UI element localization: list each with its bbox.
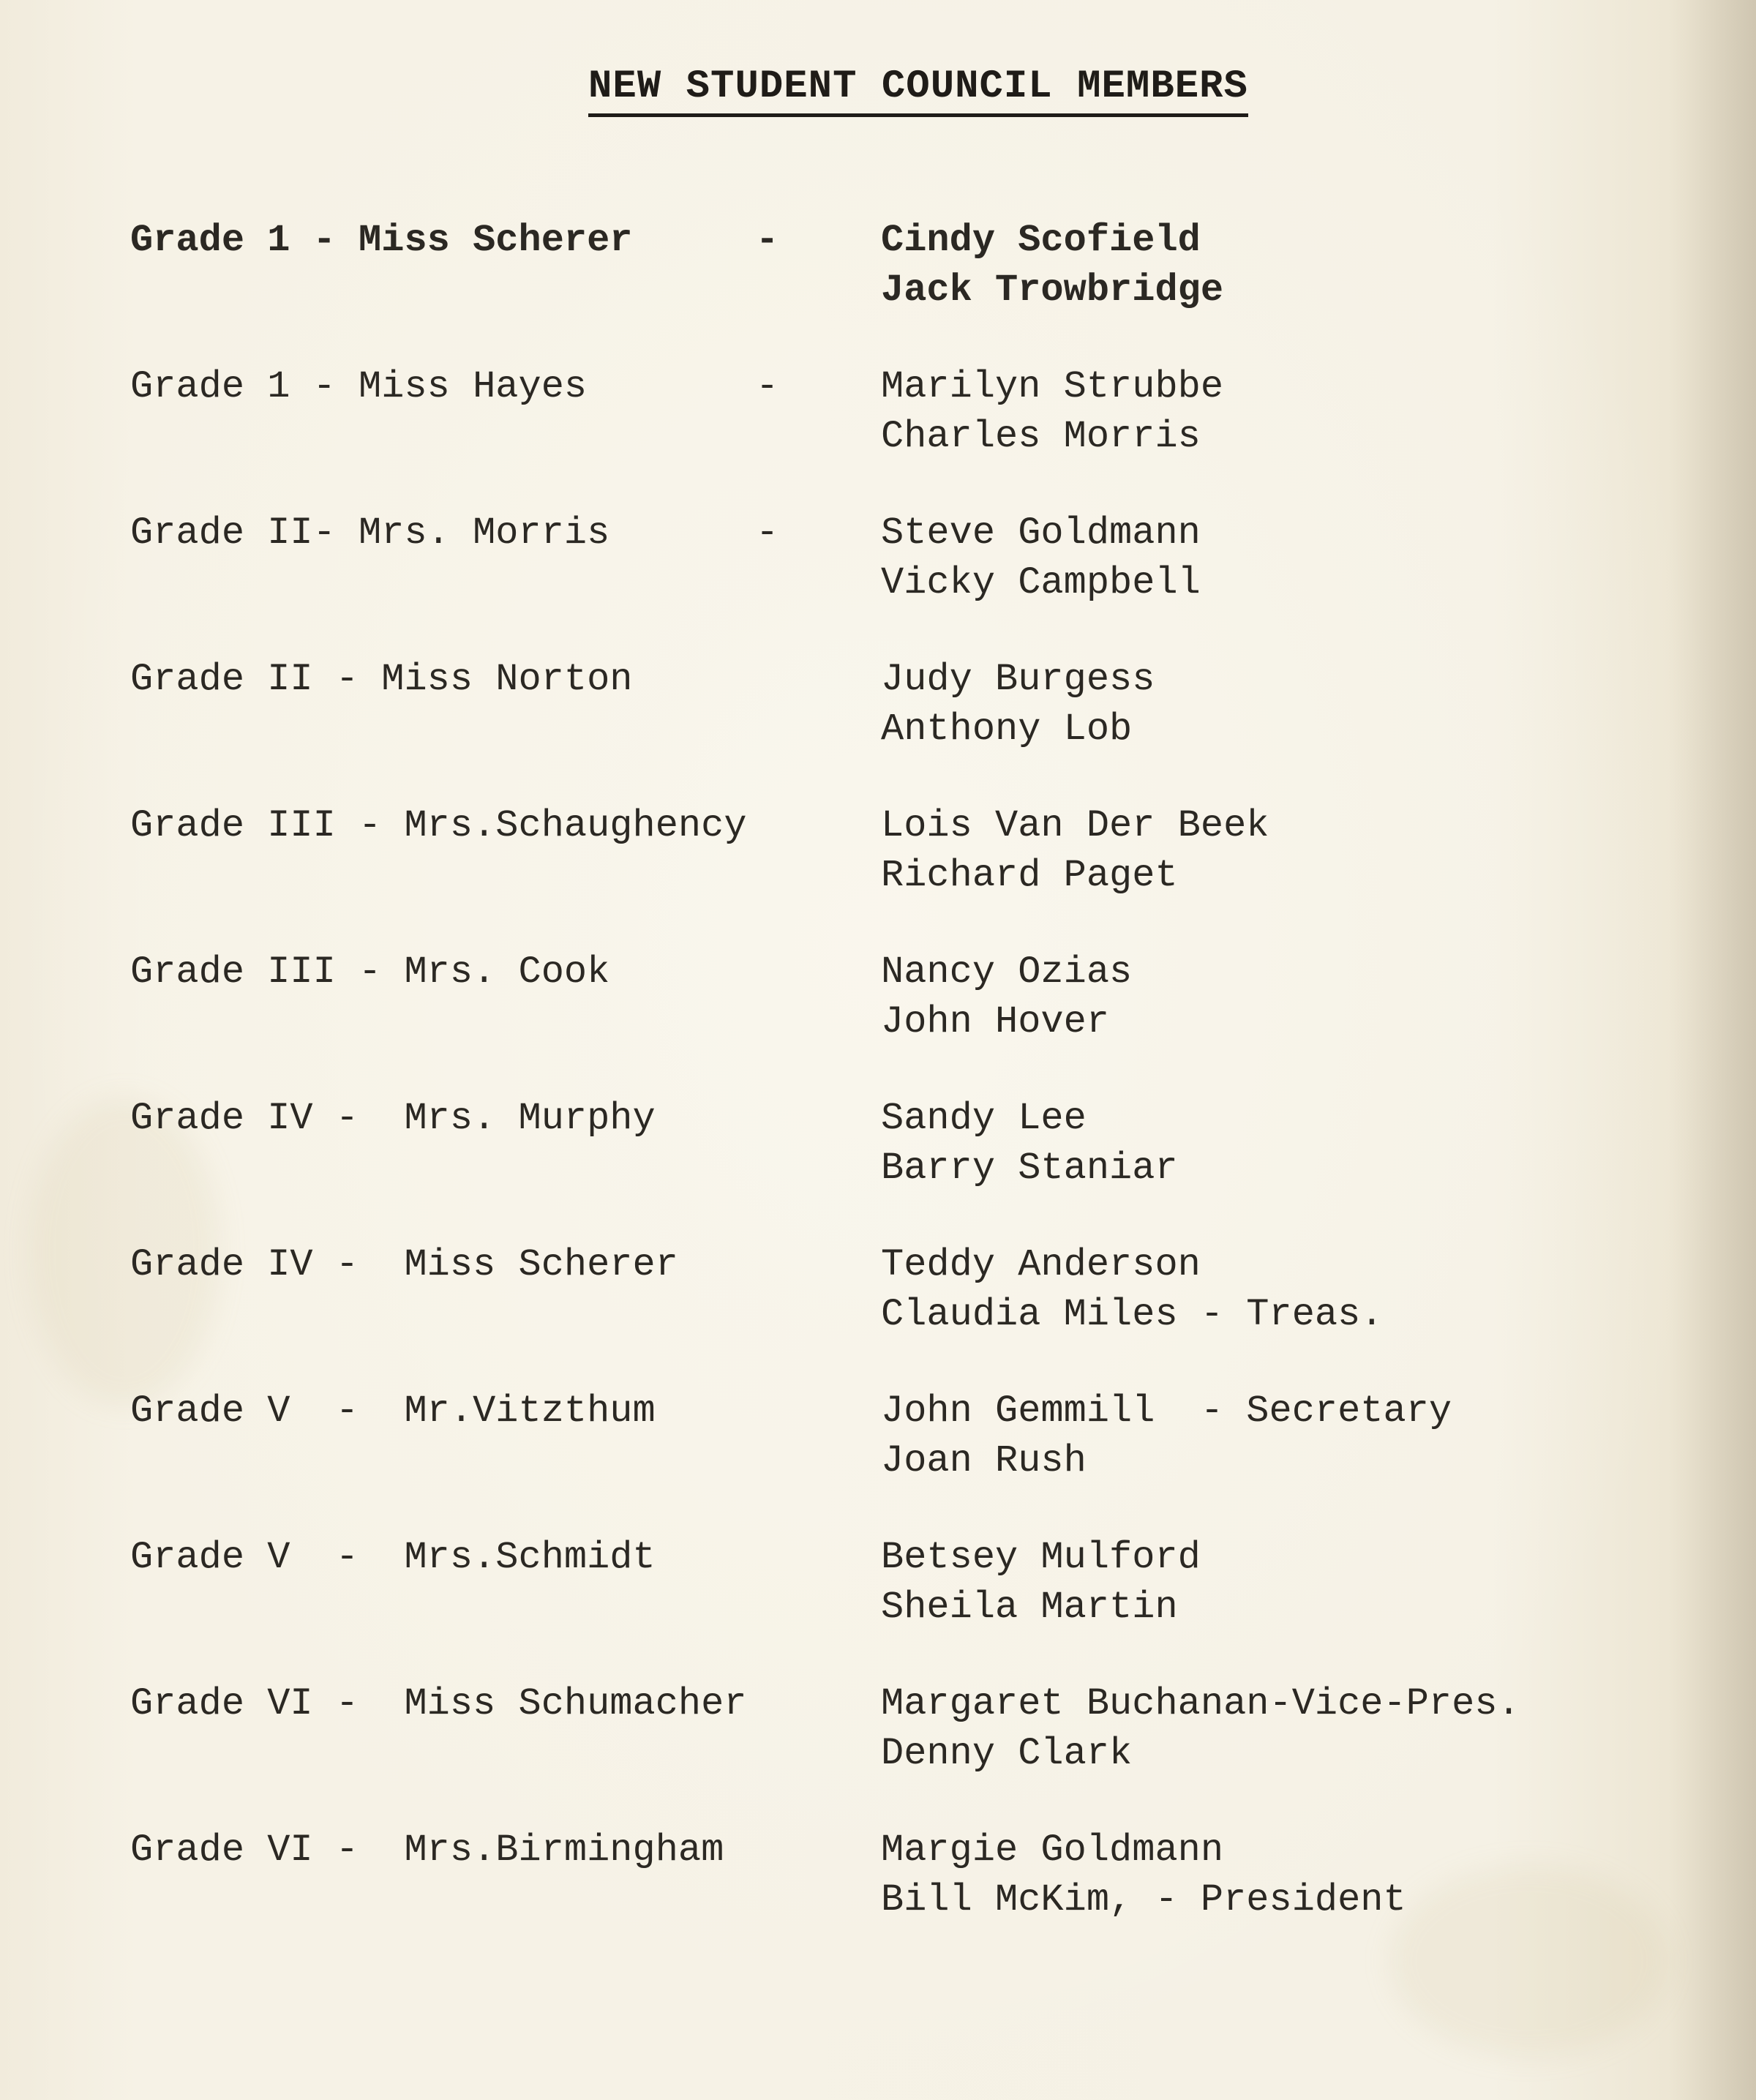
student-names: [881, 948, 1132, 1047]
student-name: Charles Morris: [881, 415, 1201, 458]
student-name: Marilyn Strubbe: [881, 365, 1224, 408]
student-name: Nancy Ozias: [881, 950, 1133, 994]
page-title-text: NEW STUDENT COUNCIL MEMBERS: [588, 64, 1248, 117]
class-label: Grade IV - Miss Scherer: [130, 1243, 678, 1286]
student-name: Anthony Lob: [881, 708, 1133, 751]
list-item: [130, 1826, 1630, 1972]
list-item: [130, 509, 1630, 655]
class-label: Grade IV - Mrs. Murphy: [130, 1097, 656, 1140]
student-names: [881, 362, 1223, 462]
student-names: [881, 509, 1201, 608]
class-label: Grade 1 - Miss Scherer: [130, 219, 633, 262]
student-name: Lois Van Der Beek: [881, 804, 1269, 847]
student-name: John Hover: [881, 1000, 1110, 1043]
list-item: [130, 1533, 1630, 1679]
council-list: [130, 216, 1630, 1972]
student-name: Cindy Scofield: [881, 219, 1201, 262]
student-name: Bill McKim, - President: [881, 1878, 1406, 1921]
class-label: Grade VI - Mrs.Birmingham: [130, 1829, 724, 1872]
list-item: [130, 1240, 1630, 1387]
class-label: Grade III - Mrs.Schaughency: [130, 804, 747, 847]
student-name: Betsey Mulford: [881, 1536, 1201, 1579]
class-label: Grade III - Mrs. Cook: [130, 950, 610, 994]
list-item: [130, 655, 1630, 801]
class-label: Grade V - Mr.Vitzthum: [130, 1390, 656, 1433]
class-label: Grade II- Mrs. Morris: [130, 511, 610, 555]
student-names: [881, 1387, 1452, 1486]
student-name: Vicky Campbell: [881, 561, 1201, 604]
student-names: [881, 655, 1155, 754]
dash-separator: -: [756, 219, 779, 262]
student-name: Margie Goldmann: [881, 1829, 1224, 1872]
class-label: Grade II - Miss Norton: [130, 658, 633, 701]
student-name: Richard Paget: [881, 854, 1178, 897]
student-names: [881, 1826, 1406, 1925]
student-name: Margaret Buchanan-Vice-Pres.: [881, 1682, 1520, 1725]
student-names: [881, 1679, 1520, 1779]
class-label: Grade VI - Miss Schumacher: [130, 1682, 747, 1725]
dash-separator: -: [756, 365, 779, 408]
student-name: Jack Trowbridge: [881, 269, 1224, 312]
page-edge-shadow: [1668, 0, 1756, 2100]
student-name: Claudia Miles - Treas.: [881, 1293, 1384, 1336]
student-name: Sheila Martin: [881, 1586, 1178, 1629]
student-names: [881, 801, 1269, 901]
student-name: Steve Goldmann: [881, 511, 1201, 555]
student-names: [881, 1240, 1384, 1340]
student-name: Denny Clark: [881, 1732, 1133, 1775]
list-item: [130, 948, 1630, 1094]
student-name: Sandy Lee: [881, 1097, 1087, 1140]
student-names: [881, 1094, 1178, 1193]
student-name: Joan Rush: [881, 1439, 1087, 1482]
student-name: Barry Staniar: [881, 1147, 1178, 1190]
list-item: [130, 801, 1630, 948]
class-label: Grade V - Mrs.Schmidt: [130, 1536, 656, 1579]
student-name: John Gemmill - Secretary: [881, 1390, 1452, 1433]
list-item: [130, 216, 1630, 362]
student-names: [881, 1533, 1201, 1632]
list-item: [130, 1094, 1630, 1240]
class-label: Grade 1 - Miss Hayes: [130, 365, 588, 408]
student-name: Teddy Anderson: [881, 1243, 1201, 1286]
list-item: [130, 1387, 1630, 1533]
list-item: [130, 362, 1630, 509]
dash-separator: -: [756, 511, 779, 555]
page-title: [0, 64, 1756, 109]
student-name: Judy Burgess: [881, 658, 1155, 701]
list-item: [130, 1679, 1630, 1826]
student-names: [881, 216, 1223, 315]
